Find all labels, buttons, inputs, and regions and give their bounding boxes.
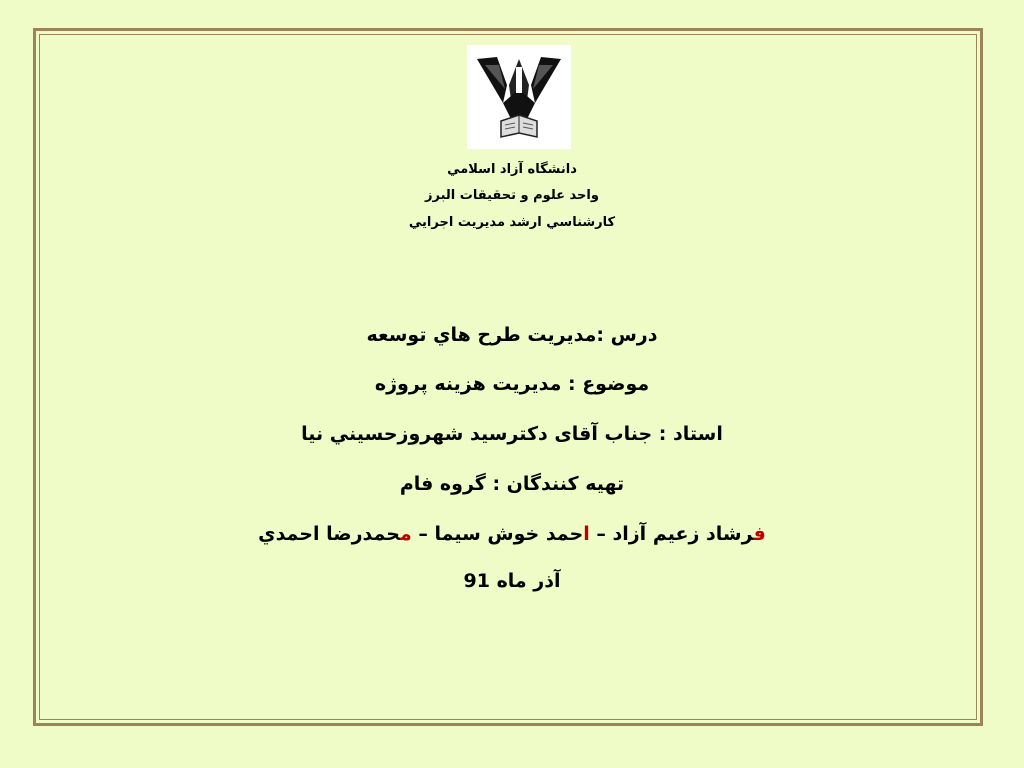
member-3-initial: م [399,523,412,545]
instructor-name: استاد : جناب آقای دکترسيد شهروزحسيني نيا [301,423,723,445]
course-title: درس :مديريت طرح هاي توسعه [366,324,658,346]
date-label: آذر ماه 91 [463,570,561,592]
separator-2: – [411,523,435,545]
member-2-initial: ا [583,523,590,545]
university-name: دانشگاه آزاد اسلامي [447,162,577,177]
program-name: كارشناسي ارشد مديريت اجرايي [408,215,616,230]
member-2-name: حمد خوش سيما [434,523,584,545]
member-1-initial: ف [753,523,766,545]
university-emblem-icon [467,45,571,149]
separator-1: – [589,523,613,545]
prepared-by: تهيه كنندگان : گروه فام [399,473,625,495]
members-line [0,523,1024,545]
topic-title: موضوع : مديريت هزينه پروژه [374,373,650,395]
branch-name: واحد علوم و تحقيقات البرز [425,188,599,203]
member-3-name: حمدرضا احمدي [258,523,400,545]
member-1-name: رشاد زعيم آزاد [612,523,754,545]
